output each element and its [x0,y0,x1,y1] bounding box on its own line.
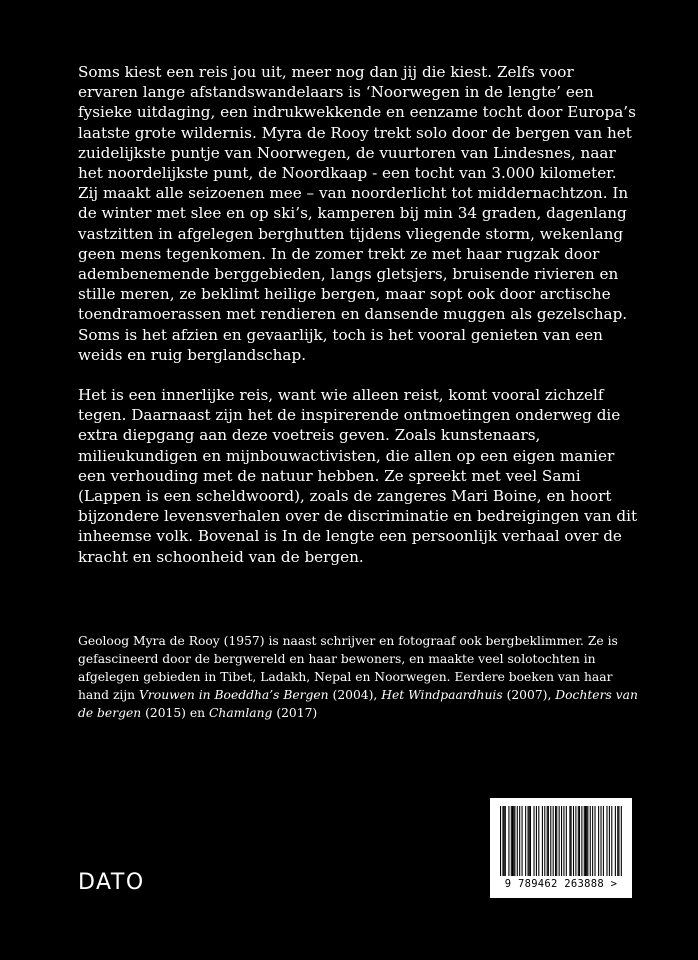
barcode-bar [579,806,580,876]
back-cover-blurb [78,62,638,567]
barcode-bar [530,806,531,876]
barcode-bar [555,806,556,876]
barcode-bar [617,806,618,876]
book-year-1: (2004), [332,688,378,702]
barcode-bar [504,806,505,876]
book-title-4: Chamlang [209,706,273,720]
barcode-bar [508,806,509,876]
barcode-bar [621,806,622,876]
barcode-bar [544,806,545,876]
barcode-bar [606,806,607,876]
barcode-bar [594,806,595,876]
barcode-bar [533,806,534,876]
barcode-bar [542,806,543,876]
barcode-bar [528,806,529,876]
barcode-bar [586,806,587,876]
blurb-paragraph-2: Het is een innerlijke reis, want wie alleen reist, komt vooral zichzelf tegen. Daarnaast zijn het de inspirerende ontmoetingen onderweg die extra diepgang aan deze voetreis geven. Zoals kunstenaars, milieukundigen en mijnbouwactivisten, die allen op een eigen manier een verhouding met de natuur hebben. Ze spreekt met veel Sami (Lappen is een scheldwoord), zoals de zangeres Mari Boine, en hoort bijzondere levensverhalen over de discriminatie en bedreigingen van dit inheemse volk. Bovenal is In de lengte een persoonlijk verhaal over de kracht en schoonheid van de bergen. [78,386,638,566]
isbn-number: 9 789462 263888 > [504,878,618,890]
publisher-logo: DATO [78,870,145,895]
bio-text: Geoloog Myra de Rooy (1957) is naast schrijver en fotograaf ook bergbeklimmer. Ze is gefascineerd door de bergwereld en haar bewoners, en maakte veel solotochten in afgelegen gebieden in Tibet, Ladakh, Nepal en Noorwegen. Eerdere boeken van haar hand zijn [78,634,618,702]
barcode-bar [611,806,612,876]
barcode-bar [548,806,549,876]
barcode-bar [529,806,530,876]
barcode-bar [609,806,610,876]
book-title-1: Vrouwen in Boeddha’s Bergen [139,688,329,702]
author-bio [78,632,638,722]
barcode-bar [600,806,601,876]
barcode-bar [517,806,518,876]
barcode-bar [566,806,567,876]
barcode-bar [556,806,557,876]
barcode-bar [571,806,572,876]
book-year-3: (2015) en [145,706,206,720]
book-title-2: Het Windpaardhuis [381,688,503,702]
barcode-bar [550,806,551,876]
barcode-bar [511,806,512,876]
barcode-bar [584,806,585,876]
barcode-bar [598,806,599,876]
barcode-bar [505,806,506,876]
barcode-bar [603,806,604,876]
barcode-bar [559,806,560,876]
barcode-bar [578,806,579,876]
barcode-bar [514,806,515,876]
barcode-bar [553,806,554,876]
barcode-bar [575,806,576,876]
barcode-bar [615,806,616,876]
barcode-bar [590,806,591,876]
barcode-bar [519,806,520,876]
barcode-bar [502,806,503,876]
barcode-bar [569,806,570,876]
barcode-bar [563,806,564,876]
barcode-bar [513,806,514,876]
barcode-bar [525,806,526,876]
barcode-bar [547,806,548,876]
barcode-bar [587,806,588,876]
barcode-bar [592,806,593,876]
barcode-bar [522,806,523,876]
isbn-barcode [490,798,632,898]
barcode-bar [573,806,574,876]
barcode-bar [538,806,539,876]
barcode-bar [618,806,619,876]
blurb-paragraph-1: Soms kiest een reis jou uit, meer nog dan jij die kiest. Zelfs voor ervaren lange afstandswandelaars is ‘Noorwegen in de lengte’ een fysieke uitdaging, een indrukwekkende en eenzame tocht door Europa’s laatste grote wildernis. Myra de Rooy trekt solo door de bergen van het zuidelijkste puntje van Noorwegen, de vuurtoren van Lindesnes, naar het noordelijkste punt, de Noordkaap - een tocht van 3.000 kilometer. Zij maakt alle seizoenen mee – van noorderlicht tot middernachtzon. In de winter met slee en op ski’s, kamperen bij min 34 graden, dagenlang vastzitten in afgelegen berghutten tijdens vliegende storm, wekenlang geen mens tegenkomen. In de zomer trekt ze met haar rugzak door adembenemende berggebieden, langs gletsjers, bruisende rivieren en stille meren, ze beklimt heilige bergen, maar sopt ook door arctische toendramoerassen met rendieren en dansende muggen als gezelschap. Soms is het afzien en gevaarlijk, toch is het vooral genieten van een weids en ruig berglandschap. [78,63,636,364]
barcode-bar [585,806,586,876]
book-year-4: (2017) [276,706,318,720]
barcode-bar [536,806,537,876]
barcode-bar [561,806,562,876]
barcode-bars [498,806,624,876]
barcode-bar [512,806,513,876]
book-year-2: (2007), [506,688,552,702]
barcode-bar [500,806,501,876]
book-title-3: Dochters van de bergen [78,688,638,720]
barcode-bar [581,806,582,876]
